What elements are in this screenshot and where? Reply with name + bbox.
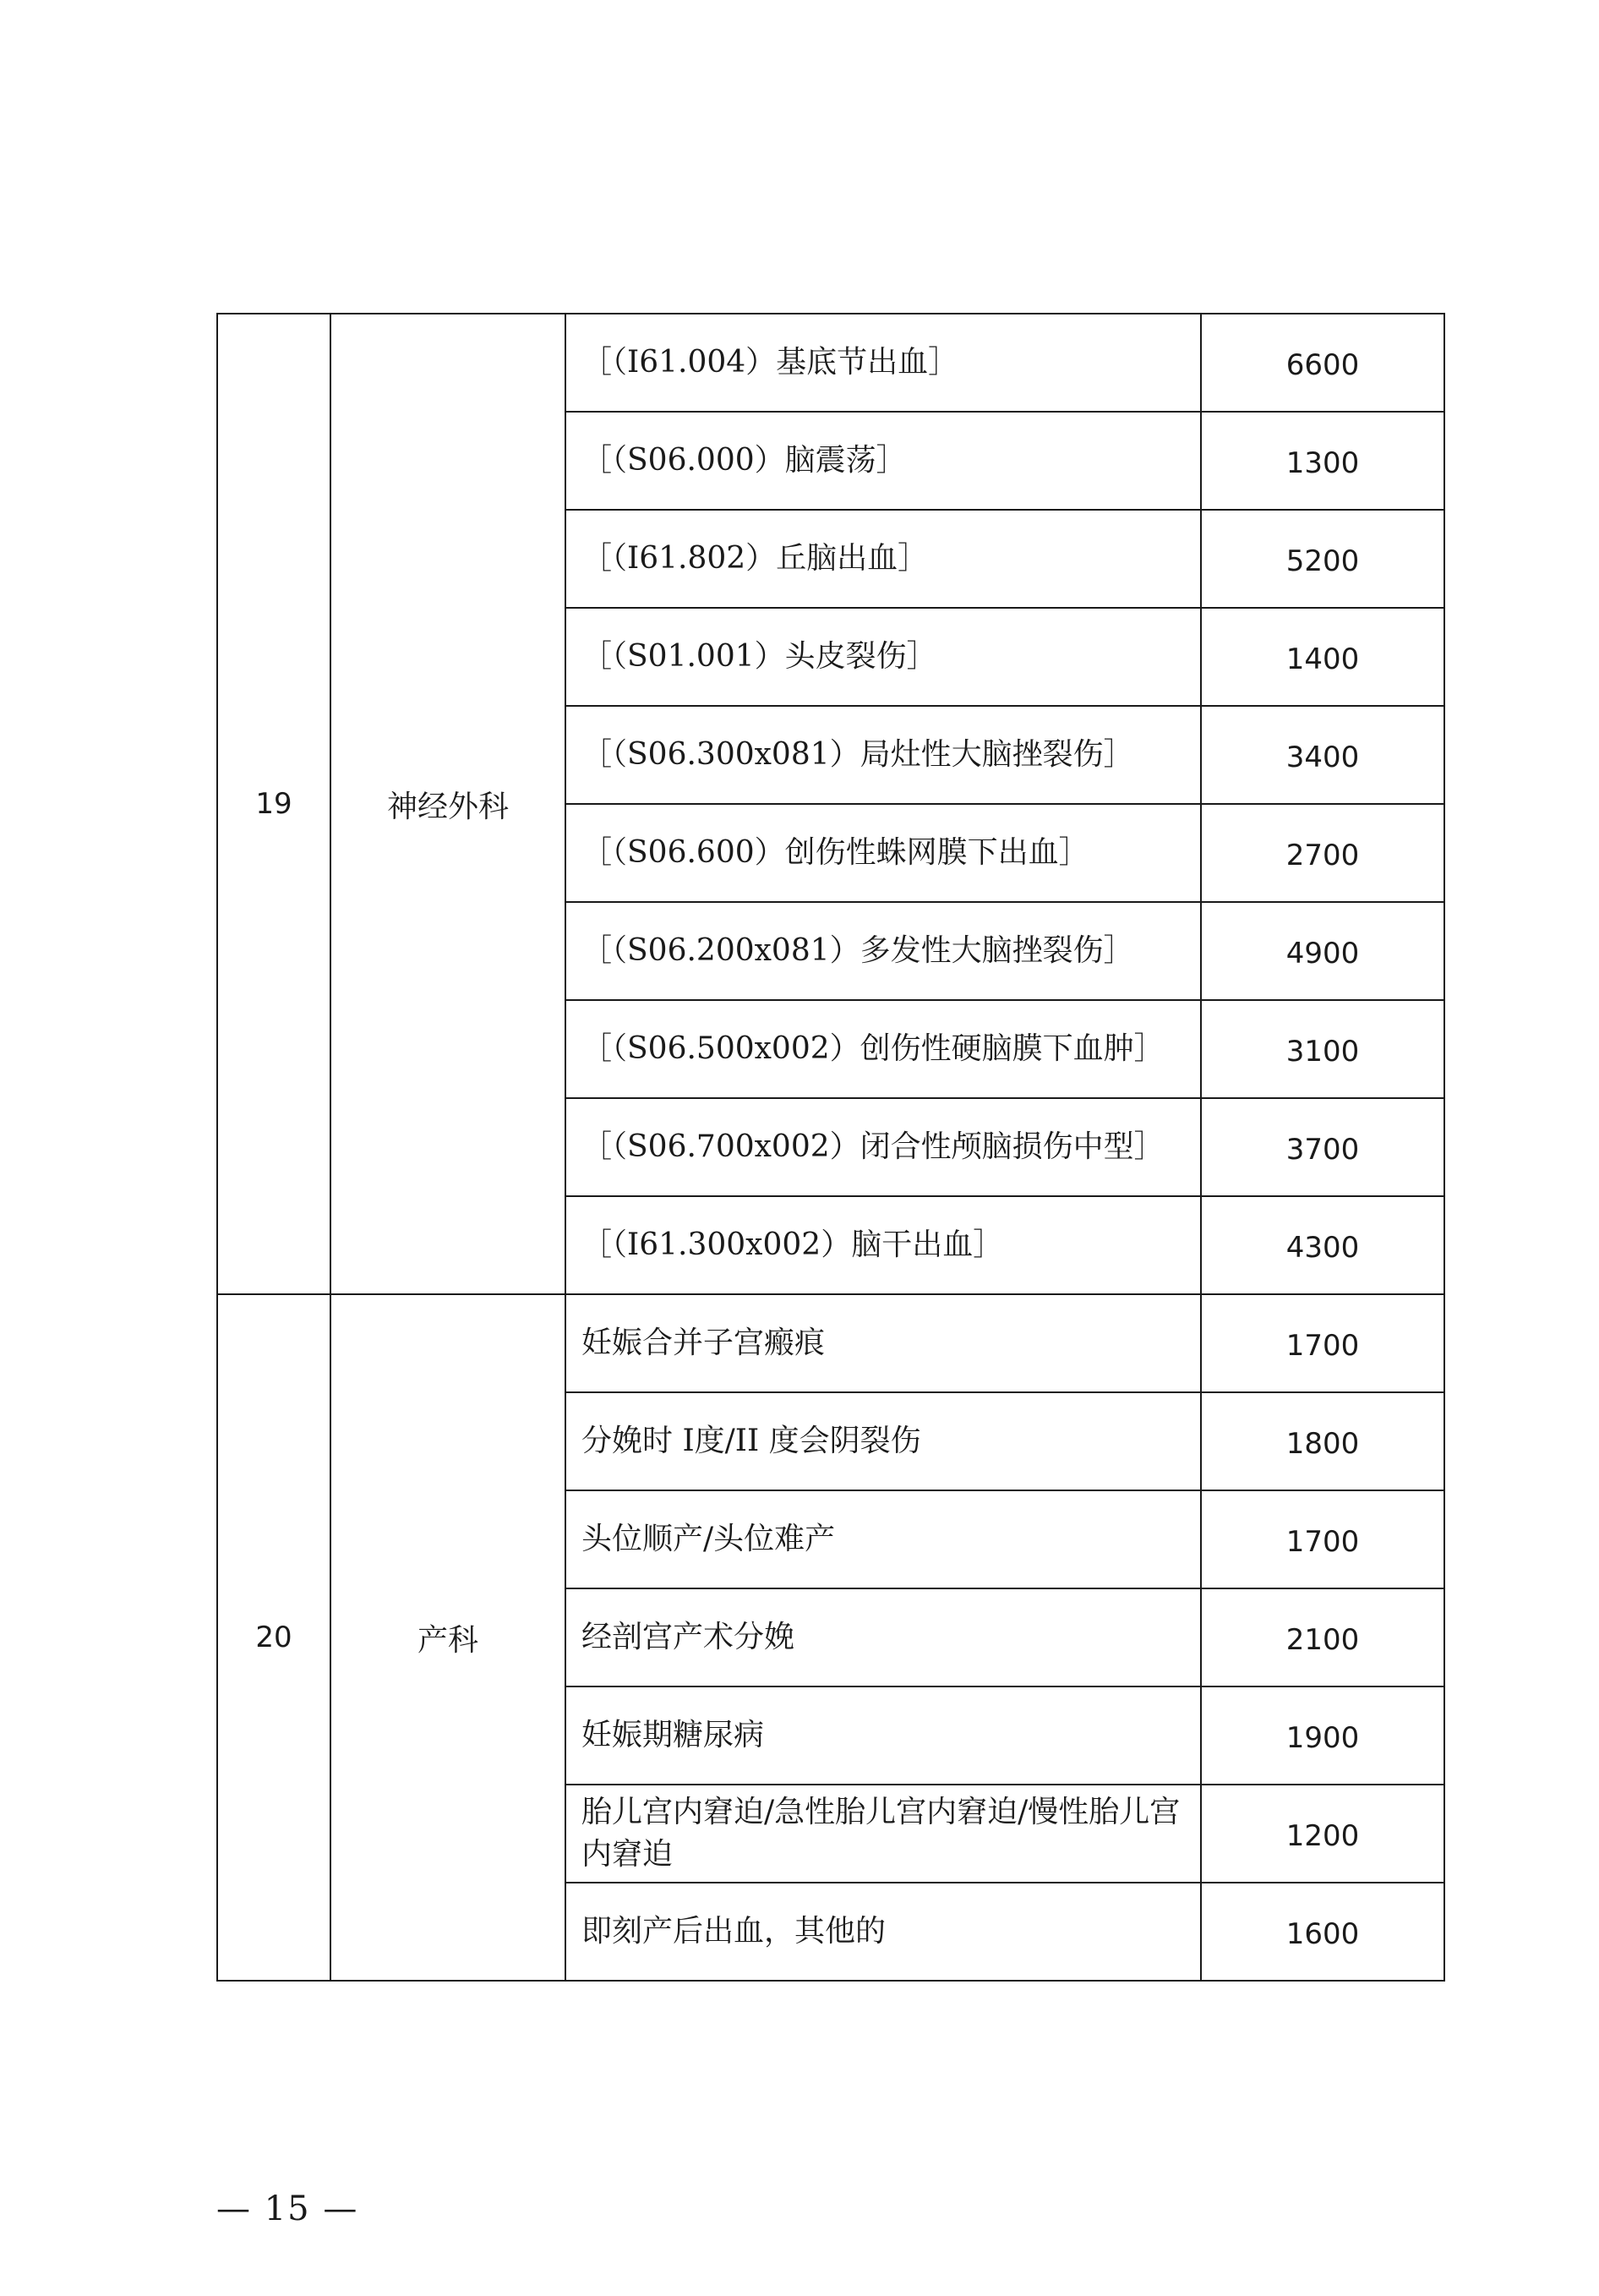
item-cell: ［（S06.600）创伤性蛛网膜下出血］ xyxy=(565,804,1201,902)
table-row xyxy=(217,1294,1444,1392)
data-table xyxy=(216,313,1445,1982)
value-cell: 4300 xyxy=(1201,1196,1444,1294)
value-cell: 1300 xyxy=(1201,412,1444,510)
item-cell: 即刻产后出血，其他的 xyxy=(565,1883,1201,1981)
value-cell: 1400 xyxy=(1201,608,1444,706)
value-cell: 2700 xyxy=(1201,804,1444,902)
value-cell: 3700 xyxy=(1201,1098,1444,1196)
value-cell: 3400 xyxy=(1201,706,1444,804)
group-number-cell: 19 xyxy=(217,314,330,1294)
item-cell: 妊娠期糖尿病 xyxy=(565,1686,1201,1785)
value-cell: 1800 xyxy=(1201,1392,1444,1490)
item-cell: 妊娠合并子宫瘢痕 xyxy=(565,1294,1201,1392)
value-cell: 5200 xyxy=(1201,510,1444,608)
item-cell: ［（S06.200x081）多发性大脑挫裂伤］ xyxy=(565,902,1201,1000)
value-cell: 1900 xyxy=(1201,1686,1444,1785)
item-cell: ［（I61.802）丘脑出血］ xyxy=(565,510,1201,608)
value-cell: 1700 xyxy=(1201,1294,1444,1392)
item-cell: ［（S06.700x002）闭合性颅脑损伤中型］ xyxy=(565,1098,1201,1196)
item-cell: ［（S06.500x002）创伤性硬脑膜下血肿］ xyxy=(565,1000,1201,1098)
item-cell: 分娩时 I度/II 度会阴裂伤 xyxy=(565,1392,1201,1490)
value-cell: 6600 xyxy=(1201,314,1444,412)
item-cell: ［（I61.300x002）脑干出血］ xyxy=(565,1196,1201,1294)
item-cell: ［（S01.001）头皮裂伤］ xyxy=(565,608,1201,706)
page-number: — 15 — xyxy=(216,2189,359,2228)
value-cell: 1600 xyxy=(1201,1883,1444,1981)
table-row xyxy=(217,314,1444,412)
value-cell: 1200 xyxy=(1201,1785,1444,1883)
item-cell: 经剖宫产术分娩 xyxy=(565,1588,1201,1686)
department-cell: 产科 xyxy=(330,1294,565,1981)
item-cell: 胎儿宫内窘迫/急性胎儿宫内窘迫/慢性胎儿宫内窘迫 xyxy=(565,1785,1201,1883)
value-cell: 4900 xyxy=(1201,902,1444,1000)
item-cell: ［（S06.000）脑震荡］ xyxy=(565,412,1201,510)
department-cell: 神经外科 xyxy=(330,314,565,1294)
value-cell: 3100 xyxy=(1201,1000,1444,1098)
item-cell: ［（S06.300x081）局灶性大脑挫裂伤］ xyxy=(565,706,1201,804)
value-cell: 1700 xyxy=(1201,1490,1444,1588)
item-cell: ［（I61.004）基底节出血］ xyxy=(565,314,1201,412)
item-cell: 头位顺产/头位难产 xyxy=(565,1490,1201,1588)
value-cell: 2100 xyxy=(1201,1588,1444,1686)
group-number-cell: 20 xyxy=(217,1294,330,1981)
